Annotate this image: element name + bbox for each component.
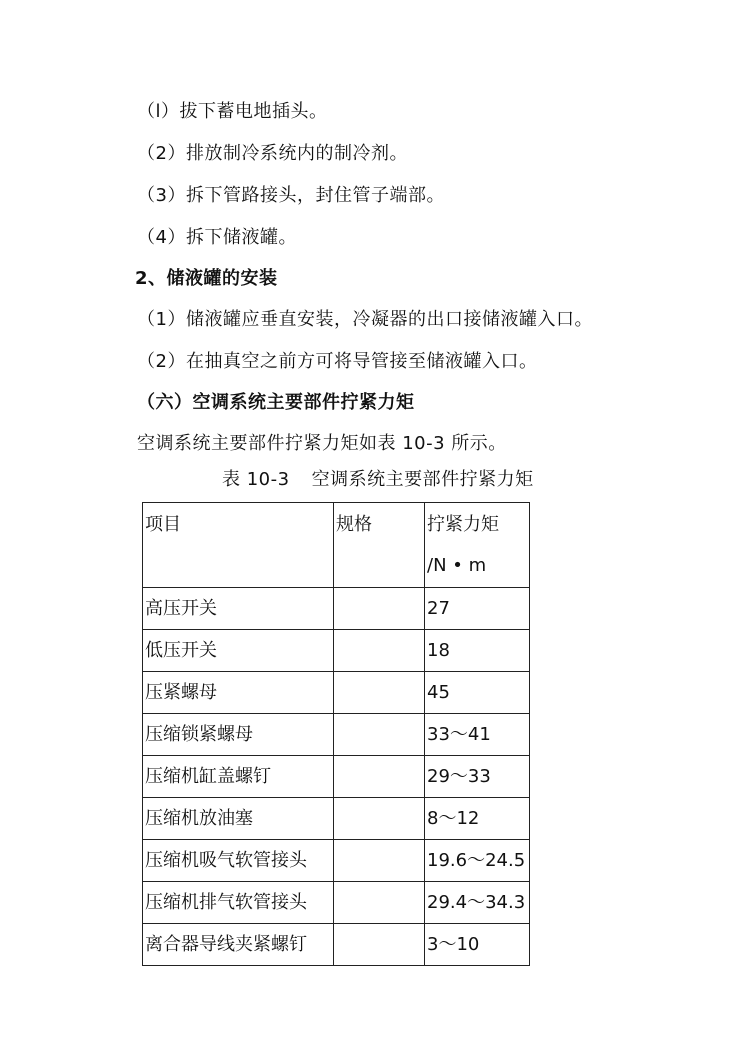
- cell-item: 压紧螺母: [143, 672, 334, 714]
- cell-torque: 29～33: [425, 756, 530, 798]
- install-section-heading: 2、储液罐的安装: [135, 268, 278, 289]
- cell-item: 低压开关: [143, 630, 334, 672]
- cell-spec: [334, 672, 425, 714]
- cell-torque: 19.6～24.5: [425, 840, 530, 882]
- cell-spec: [334, 756, 425, 798]
- cell-spec: [334, 882, 425, 924]
- cell-spec: [334, 630, 425, 672]
- cell-torque: 45: [425, 672, 530, 714]
- table-caption-number: 表 10-3: [222, 469, 290, 490]
- install-step-2: （2）在抽真空之前方可将导管接至储液罐入口。: [137, 351, 538, 372]
- cell-item: 压缩机放油塞: [143, 798, 334, 840]
- remove-step-3: （3）拆下管路接头，封住管子端部。: [137, 185, 445, 206]
- cell-torque: 18: [425, 630, 530, 672]
- table-row: [143, 840, 530, 882]
- table-caption: [222, 468, 534, 492]
- header-torque-label: 拧紧力矩: [427, 514, 499, 535]
- cell-torque: 8～12: [425, 798, 530, 840]
- cell-spec: [334, 588, 425, 630]
- cell-item: 压缩锁紧螺母: [143, 714, 334, 756]
- table-row: [143, 672, 530, 714]
- table-row: [143, 588, 530, 630]
- cell-spec: [334, 840, 425, 882]
- cell-spec: [334, 924, 425, 966]
- cell-item: 压缩机吸气软管接头: [143, 840, 334, 882]
- cell-torque: 3～10: [425, 924, 530, 966]
- table-row: [143, 882, 530, 924]
- cell-torque: 27: [425, 588, 530, 630]
- table-row: [143, 756, 530, 798]
- cell-torque: 29.4～34.3: [425, 882, 530, 924]
- cell-torque: 33～41: [425, 714, 530, 756]
- table-header-row: [143, 503, 530, 588]
- header-torque: [425, 503, 530, 588]
- cell-item: 离合器导线夹紧螺钉: [143, 924, 334, 966]
- header-spec: 规格: [334, 503, 425, 588]
- torque-table: [142, 502, 530, 966]
- cell-spec: [334, 798, 425, 840]
- table-caption-title: 空调系统主要部件拧紧力矩: [311, 469, 534, 490]
- cell-item: 高压开关: [143, 588, 334, 630]
- remove-step-4: （4）拆下储液罐。: [137, 227, 297, 248]
- install-step-1: （1）储液罐应垂直安装，冷凝器的出口接储液罐入口。: [137, 309, 593, 330]
- torque-intro-text: 空调系统主要部件拧紧力矩如表 10-3 所示。: [137, 433, 507, 454]
- table-row: [143, 798, 530, 840]
- remove-step-1: （l）拔下蓄电地插头。: [137, 101, 328, 122]
- remove-step-2: （2）排放制冷系统内的制冷剂。: [137, 143, 408, 164]
- cell-spec: [334, 714, 425, 756]
- header-item: 项目: [143, 503, 334, 588]
- cell-item: 压缩机排气软管接头: [143, 882, 334, 924]
- cell-item: 压缩机缸盖螺钉: [143, 756, 334, 798]
- header-torque-unit: /N • m: [427, 555, 487, 576]
- table-row: [143, 630, 530, 672]
- torque-section-heading: （六）空调系统主要部件拧紧力矩: [137, 392, 415, 413]
- table-row: [143, 714, 530, 756]
- table-row: [143, 924, 530, 966]
